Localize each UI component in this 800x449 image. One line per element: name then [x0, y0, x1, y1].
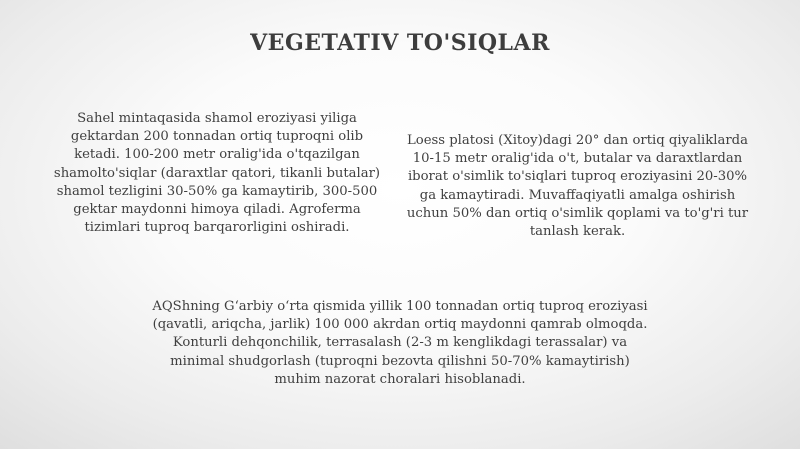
slide-title: VEGETATIV TO'SIQLAR: [250, 30, 550, 56]
paragraph-loess-plateau: Loess platosi (Xitoy)dagi 20° dan ortiq qiyaliklarda 10-15 metr oralig'ida o't, butalar va daraxtlardan iborat o'simlik to'siqlari tuproq eroziyasini 20-30% ga kamaytiradi. Muvaffaqiyatli amalga oshirish uchun 50% dan ortiq o'simlik qoplami va to'g'ri tur tanlash kerak.: [406, 133, 749, 240]
paragraph-usa-midwest: AQShning G‘arbiy o‘rta qismida yillik 100 tonnadan ortiq tuproq eroziyasi (qavatli, ariqcha, jarlik) 100 000 akrdan ortiq maydonni qamrab olmoqda. Konturli dehqonchilik, terrasalash (2-3 m kenglikdagi terassalar) va minimal shudgorlash (tuproqni bezovta qilishni 50-70% kamaytirish) muhim nazorat choralari hisoblanadi.: [152, 299, 648, 387]
paragraph-sahel: Sahel mintaqasida shamol eroziyasi yiliga gektardan 200 tonnadan ortiq tuproqni olib ketadi. 100-200 metr oralig'ida o'tqazilgan shamolto'siqlar (daraxtlar qatori, tikanli butalar) shamol tezligini 30-50% ga kamaytirib, 300-500 gektar maydonni himoya qiladi. Agroferma tizimlari tuproq barqarorligini oshiradi.: [53, 111, 381, 236]
